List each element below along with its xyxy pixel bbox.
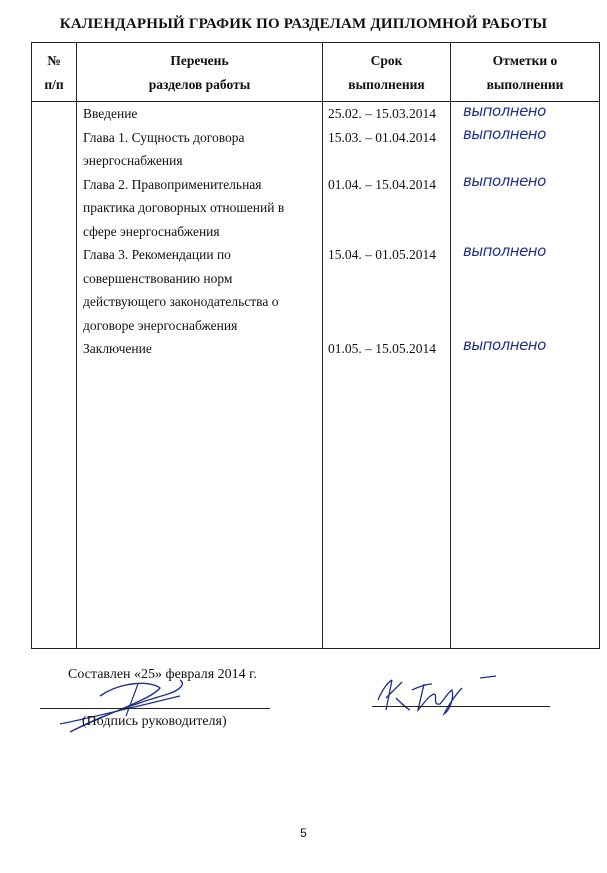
section-text: Глава 2. Правоприменительная: [83, 176, 262, 192]
section-text: практика договорных отношений в: [83, 200, 285, 215]
completion-mark: выполнено: [463, 125, 546, 143]
period-text: 15.03. – 01.04.2014: [328, 129, 436, 145]
header-period: [323, 43, 451, 102]
section-text: Заключение: [83, 341, 152, 356]
table-row: [77, 102, 322, 126]
section-text: сфере энергоснабжения: [83, 223, 220, 239]
completion-mark: выполнено: [463, 242, 546, 260]
table-row: [77, 126, 322, 173]
section-text: действующего законодательства о: [83, 294, 279, 309]
compiled-date: Составлен «25» февраля 2014 г.: [68, 667, 257, 682]
section-text: Глава 3. Рекомендации по: [83, 247, 231, 262]
section-column: [77, 102, 323, 649]
table-row: [77, 337, 322, 361]
schedule-table: [31, 42, 600, 649]
completion-mark: выполнено: [463, 102, 546, 120]
period-text: 25.02. – 15.03.2014: [328, 106, 436, 121]
num-column: [32, 102, 77, 649]
signature-caption: (Подпись руководителя): [82, 714, 227, 729]
period-text: 01.04. – 15.04.2014: [328, 176, 436, 192]
section-text: энергоснабжения: [83, 153, 183, 168]
header-section-line1: Перечень: [170, 53, 229, 68]
completion-mark: выполнено: [463, 336, 546, 354]
header-num: [32, 43, 77, 102]
table-row: [77, 243, 322, 337]
section-text: совершенствованию норм: [83, 270, 233, 286]
table-body-row: [32, 102, 600, 649]
section-text: Глава 1. Сущность договора: [83, 129, 245, 145]
section-text: Введение: [83, 106, 138, 121]
completion-mark: выполнено: [463, 172, 546, 190]
period-text: 01.05. – 15.05.2014: [328, 341, 436, 356]
page-number: 5: [300, 826, 307, 840]
header-period-line2: выполнения: [348, 77, 425, 92]
header-section: [77, 43, 323, 102]
header-marks-line2: выполнении: [486, 77, 564, 92]
header-period-line1: Срок: [370, 53, 403, 68]
header-marks-line1: Отметки о: [492, 53, 558, 68]
page-title: КАЛЕНДАРНЫЙ ГРАФИК ПО РАЗДЕЛАМ ДИПЛОМНОЙ РАБОТЫ: [59, 16, 548, 32]
supervisor-signature: [40, 672, 240, 742]
header-num-line2: п/п: [44, 77, 64, 92]
signature-line-left: [40, 708, 270, 709]
header-num-line1: №: [47, 53, 61, 68]
table-header-row: [32, 43, 600, 102]
marks-column: [451, 102, 600, 649]
header-marks: [451, 43, 600, 102]
section-text: договоре энергоснабжения: [83, 317, 238, 333]
header-section-line2: разделов работы: [148, 77, 251, 92]
table-row: [77, 173, 322, 244]
second-signature: [372, 670, 512, 720]
period-text: 15.04. – 01.05.2014: [328, 247, 436, 262]
signature-line-right: [372, 706, 550, 707]
period-column: [323, 102, 451, 649]
